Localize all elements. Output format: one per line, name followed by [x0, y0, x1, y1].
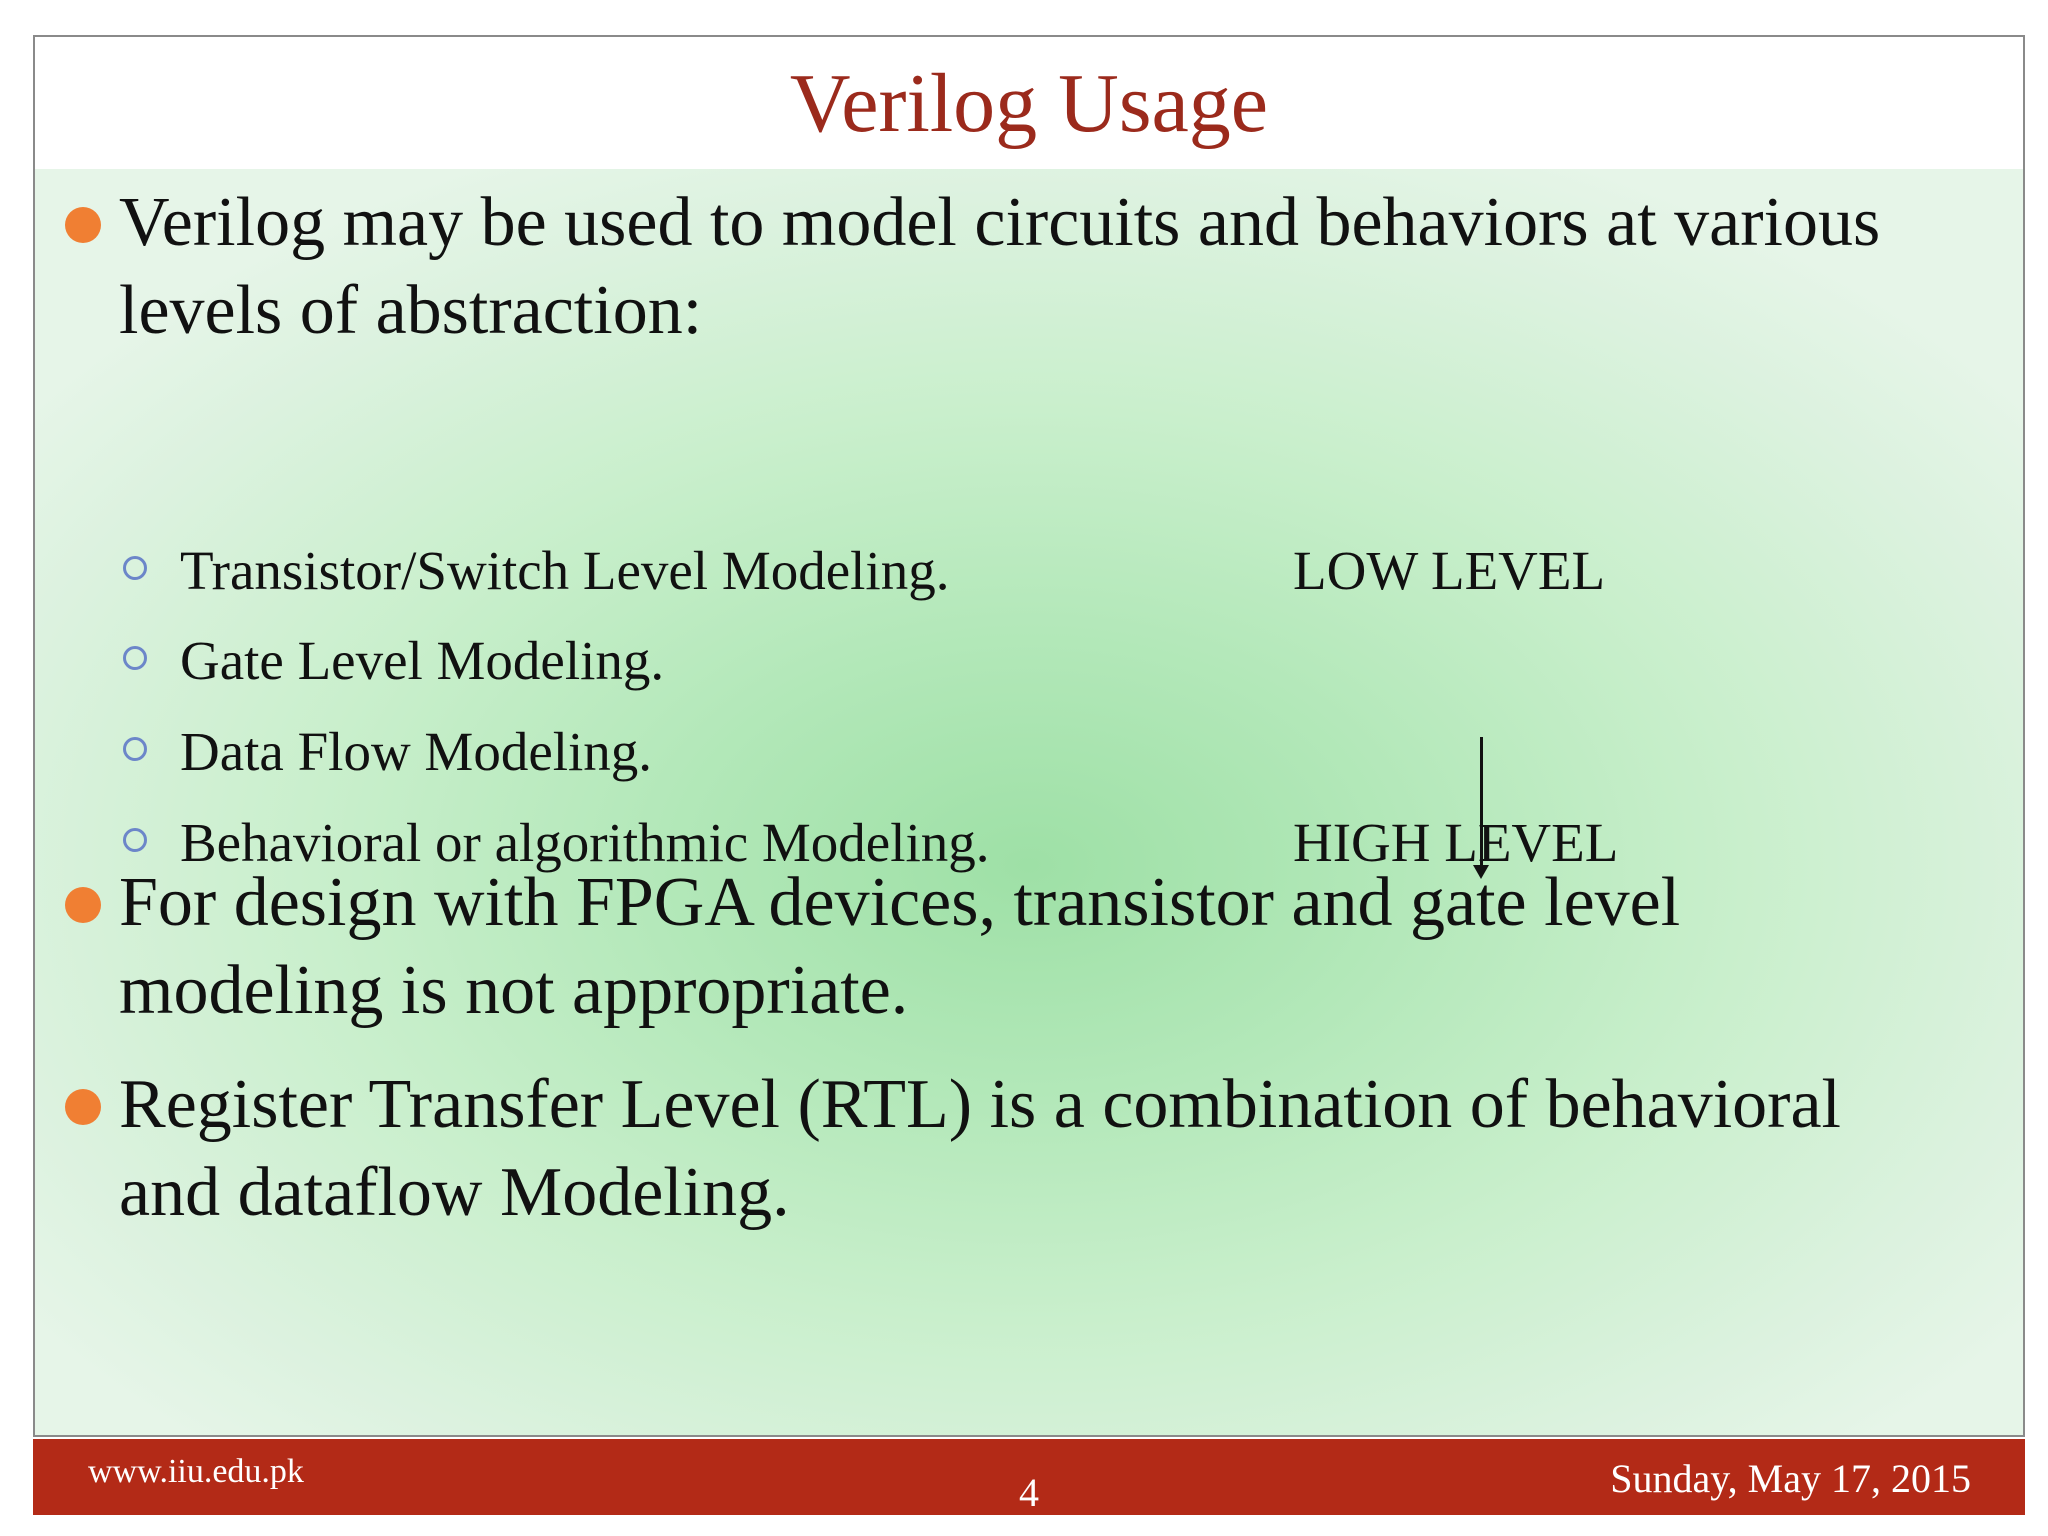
ring-bullet-icon: [123, 737, 147, 761]
title-box: [33, 35, 2025, 171]
sub-item-text: Data Flow Modeling.: [180, 721, 653, 782]
footer-date: Sunday, May 17, 2015: [1610, 1456, 1971, 1501]
bullet-text: Verilog may be used to model circuits and behaviors at various levels of abstraction:: [119, 184, 1881, 349]
orange-bullet-icon: [65, 887, 101, 923]
high-level-label: HIGH LEVEL: [1293, 812, 1619, 873]
ring-bullet-icon: [123, 828, 147, 852]
sub-item-text: Behavioral or algorithmic Modeling.: [180, 812, 990, 873]
sub-item-text: Transistor/Switch Level Modeling.: [180, 540, 950, 601]
slide: [33, 35, 2025, 1515]
sub-item-text: Gate Level Modeling.: [180, 630, 665, 691]
content-area: [33, 169, 2025, 1437]
low-level-label: LOW LEVEL: [1293, 540, 1606, 601]
bullet-text: Register Transfer Level (RTL) is a combination of behavioral and dataflow Modeling.: [119, 1066, 1842, 1231]
footer-website: www.iiu.edu.pk: [88, 1453, 304, 1490]
bullet-text: For design with FPGA devices, transistor and gate level modeling is not appropriate.: [119, 864, 1681, 1029]
orange-bullet-icon: [65, 207, 101, 243]
ring-bullet-icon: [123, 556, 147, 580]
orange-bullet-icon: [65, 1089, 101, 1125]
footer-bar: [33, 1439, 2025, 1515]
page-number: 4: [1019, 1470, 1039, 1515]
ring-bullet-icon: [123, 646, 147, 670]
slide-title: Verilog Usage: [789, 57, 1269, 150]
